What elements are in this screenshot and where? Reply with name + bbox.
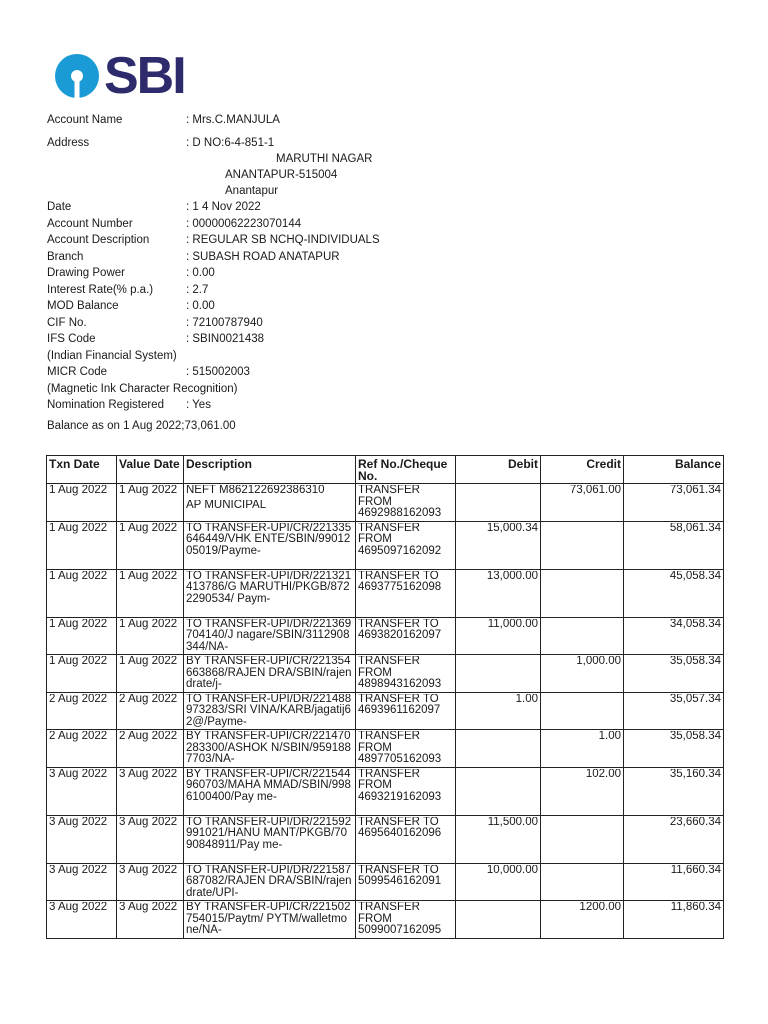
cell-credit (541, 730, 624, 768)
cell-balance (624, 863, 724, 901)
cif-label: CIF No. (47, 316, 87, 329)
cell-description (184, 863, 356, 901)
cell-txn-date-text: 2 Aug 2022 (49, 693, 108, 705)
cell-ref (356, 692, 456, 730)
cell-debit (456, 569, 541, 617)
cell-ref (356, 569, 456, 617)
cell-credit (541, 484, 624, 522)
cell-value-date-text: 1 Aug 2022 (119, 570, 178, 582)
cell-value-date-text: 2 Aug 2022 (119, 693, 178, 705)
cell-debit-text: 1.00 (515, 693, 538, 705)
cell-txn-date-text: 1 Aug 2022 (49, 522, 108, 534)
cell-description-text: BY TRANSFER-UPI/CR/221544960703/MAHA MMAD/SBIN/9986100400/Pay me- (186, 768, 351, 803)
cell-debit (456, 521, 541, 569)
cell-value-date (117, 767, 184, 815)
cell-balance (624, 767, 724, 815)
cell-txn-date (47, 730, 117, 768)
cell-ref-text: TRANSFER TO 4693961162097 (358, 693, 441, 716)
cell-debit (456, 655, 541, 693)
cell-credit (541, 617, 624, 655)
cell-description (184, 569, 356, 617)
cell-txn-date-text: 3 Aug 2022 (49, 816, 108, 828)
cell-credit (541, 569, 624, 617)
drawing-power-value: : 0.00 (186, 267, 215, 279)
table-row (47, 767, 724, 815)
cell-ref-text: TRANSFER TO 4695640162096 (358, 816, 442, 839)
branch-label: Branch (47, 250, 84, 263)
header-credit: Credit (541, 456, 624, 484)
micr-code-value: : 515002003 (186, 366, 250, 378)
nomination-value: : Yes (186, 399, 211, 411)
cell-txn-date-text: 1 Aug 2022 (49, 618, 108, 630)
header-balance: Balance (624, 456, 724, 484)
table-row (47, 521, 724, 569)
address-line-4: Anantapur (225, 185, 279, 197)
account-description-value: : REGULAR SB NCHQ-INDIVIDUALS (186, 234, 380, 246)
cell-ref-text: TRANSFER TO 4693775162098 (358, 570, 442, 593)
cell-description-text: BY TRANSFER-UPI/CR/221502754015/Paytm/ PYTM/walletmone/NA- (186, 902, 351, 936)
cell-debit-text: 11,000.00 (487, 618, 538, 630)
cell-description (184, 767, 356, 815)
cell-value-date (117, 484, 184, 522)
cell-description (184, 692, 356, 730)
cell-txn-date-text: 2 Aug 2022 (49, 731, 108, 742)
cell-txn-date (47, 767, 117, 815)
cell-description (184, 655, 356, 693)
cell-balance-text: 23,660.34 (669, 816, 721, 828)
cell-txn-date (47, 815, 117, 863)
account-number-value: : 00000062223070144 (186, 217, 302, 230)
cell-credit-text: 1,000.00 (576, 656, 621, 667)
account-number-label: Account Number (47, 217, 133, 230)
cell-description-text: BY TRANSFER-UPI/CR/221354663868/RAJEN DRA/SBIN/rajendrate/j- (186, 656, 352, 690)
account-name-value: : Mrs.C.MANJULA (186, 114, 280, 126)
cell-description-text: TO TRANSFER-UPI/DR/221321413786/G MARUTHI/PKGB/8722290534/ Paym- (186, 570, 352, 605)
address-line-3: ANANTAPUR-515004 (225, 169, 338, 181)
cell-balance (624, 815, 724, 863)
cell-balance-text: 11,660.34 (670, 864, 721, 876)
cell-value-date (117, 863, 184, 901)
cell-debit-text: 13,000.00 (486, 570, 538, 582)
cell-credit (541, 863, 624, 901)
cell-ref (356, 767, 456, 815)
cell-credit (541, 815, 624, 863)
cell-balance-text: 34,058.34 (669, 618, 721, 630)
cell-txn-date (47, 521, 117, 569)
ifs-code-value: : SBIN0021438 (186, 333, 265, 345)
cell-description (184, 617, 356, 655)
cell-ref (356, 863, 456, 901)
opening-balance-line: Balance as on 1 Aug 2022;73,061.00 (47, 419, 236, 432)
cell-balance (624, 617, 724, 655)
table-row (47, 655, 724, 693)
cell-credit (541, 901, 624, 939)
ifs-note: (Indian Financial System) (47, 349, 177, 362)
cell-balance (624, 521, 724, 569)
cell-value-date (117, 901, 184, 939)
table-row (47, 692, 724, 730)
cell-balance (624, 692, 724, 730)
mod-balance-label: MOD Balance (47, 300, 119, 312)
table-row (47, 484, 724, 522)
sbi-keyhole-icon (54, 53, 100, 99)
cell-ref-text: TRANSFER FROM 4692988162093 (358, 485, 442, 519)
cell-debit (456, 617, 541, 655)
cell-description-text: TO TRANSFER-UPI/DR/221488973283/SRI VINA/KARB/jagatij62@/Payme- (186, 693, 352, 728)
header-debit: Debit (456, 456, 541, 484)
cell-balance-text: 35,057.34 (669, 693, 721, 705)
interest-rate-label: Interest Rate(% p.a.) (47, 283, 154, 296)
cell-credit-text: 1200.00 (579, 902, 621, 913)
address-line-2: MARUTHI NAGAR (276, 153, 373, 165)
cell-value-date (117, 617, 184, 655)
cell-value-date-text: 1 Aug 2022 (119, 656, 178, 667)
cell-value-date (117, 521, 184, 569)
cell-debit (456, 863, 541, 901)
date-label: Date (47, 201, 72, 213)
ifs-code-label: IFS Code (47, 333, 96, 345)
cell-debit (456, 901, 541, 939)
cell-txn-date-text: 1 Aug 2022 (49, 485, 108, 496)
transactions-body (47, 484, 724, 939)
cell-value-date (117, 692, 184, 730)
sbi-logo (54, 47, 185, 105)
cell-value-date-text: 2 Aug 2022 (119, 731, 178, 742)
table-row (47, 901, 724, 939)
cell-value-date-text: 3 Aug 2022 (119, 816, 178, 828)
cell-value-date (117, 730, 184, 768)
cell-balance-text: 11,860.34 (670, 902, 721, 913)
cell-ref (356, 730, 456, 768)
cell-credit (541, 655, 624, 693)
cell-credit-text: 73,061.00 (569, 485, 621, 496)
cell-description (184, 521, 356, 569)
cell-ref (356, 617, 456, 655)
cell-ref-text: TRANSFER FROM 4695097162092 (358, 522, 442, 557)
cell-ref (356, 521, 456, 569)
cell-debit (456, 484, 541, 522)
cell-ref-text: TRANSFER FROM 5099007162095 (358, 902, 442, 936)
cell-txn-date (47, 655, 117, 693)
cell-balance-text: 35,058.34 (669, 656, 721, 667)
cell-debit-text: 11,500.00 (487, 816, 538, 828)
cell-balance-text: 35,058.34 (669, 731, 721, 742)
cell-credit-text: 102.00 (585, 768, 621, 780)
cell-value-date-text: 3 Aug 2022 (119, 902, 178, 913)
cell-description-text: TO TRANSFER-UPI/DR/221587687082/RAJEN DRA/SBIN/rajendrate/UPI- (186, 864, 352, 899)
table-row (47, 569, 724, 617)
cell-credit (541, 692, 624, 730)
cell-credit (541, 521, 624, 569)
cell-txn-date-text: 3 Aug 2022 (49, 768, 108, 780)
cell-value-date (117, 569, 184, 617)
branch-value: : SUBASH ROAD ANATAPUR (186, 250, 340, 263)
cell-txn-date (47, 692, 117, 730)
cell-txn-date-text: 3 Aug 2022 (49, 902, 108, 913)
cell-balance (624, 655, 724, 693)
cell-description (184, 730, 356, 768)
cell-txn-date (47, 901, 117, 939)
cell-debit (456, 692, 541, 730)
cell-description-text: BY TRANSFER-UPI/CR/221470283300/ASHOK N/SBIN/9591887703/NA- (186, 731, 351, 765)
cell-value-date-text: 1 Aug 2022 (119, 522, 178, 534)
cell-balance-text: 73,061.34 (669, 485, 721, 496)
micr-code-label: MICR Code (47, 366, 108, 378)
account-name-label: Account Name (47, 114, 123, 126)
cell-balance (624, 901, 724, 939)
address-label: Address (47, 136, 90, 149)
cell-description-line2: AP MUNICIPAL (186, 499, 267, 511)
cell-description (184, 901, 356, 939)
header-description: Description (184, 456, 356, 484)
cell-credit (541, 767, 624, 815)
cell-ref (356, 484, 456, 522)
cell-balance-text: 35,160.34 (669, 768, 721, 780)
cell-txn-date (47, 569, 117, 617)
cell-ref-text: TRANSFER TO 5099546162091 (358, 864, 442, 887)
header-value-date: Value Date (117, 456, 184, 484)
cell-ref (356, 655, 456, 693)
header-ref: Ref No./Cheque No. (356, 456, 456, 484)
table-header-row (47, 456, 724, 484)
cell-txn-date-text: 1 Aug 2022 (49, 656, 108, 667)
cell-debit (456, 730, 541, 768)
cell-description-text: NEFT M862122692386310 (186, 485, 325, 496)
logo-text: SBI (104, 47, 185, 105)
cell-txn-date-text: 3 Aug 2022 (49, 864, 108, 876)
cell-debit-text: 10,000.00 (486, 864, 538, 876)
cell-value-date-text: 3 Aug 2022 (119, 768, 178, 780)
table-row (47, 617, 724, 655)
cell-balance (624, 730, 724, 768)
cell-txn-date (47, 617, 117, 655)
cell-description-text: TO TRANSFER-UPI/DR/221592991021/HANU MANT/PKGB/7090848911/Pay me- (186, 816, 352, 851)
cell-balance-text: 45,058.34 (669, 570, 721, 582)
cell-txn-date (47, 484, 117, 522)
transactions-table (46, 455, 724, 939)
cell-ref-text: TRANSFER FROM 4898943162093 (358, 656, 442, 690)
cell-description (184, 484, 356, 522)
drawing-power-label: Drawing Power (47, 267, 125, 279)
cell-value-date-text: 1 Aug 2022 (119, 618, 178, 630)
cell-value-date-text: 1 Aug 2022 (119, 485, 178, 496)
cell-balance (624, 569, 724, 617)
cell-ref (356, 815, 456, 863)
cell-ref-text: TRANSFER FROM 4693219162093 (358, 768, 442, 803)
micr-note: (Magnetic Ink Character Recognition) (47, 382, 238, 395)
mod-balance-value: : 0.00 (186, 300, 215, 312)
cell-value-date (117, 815, 184, 863)
table-row (47, 730, 724, 768)
address-line-1: : D NO:6-4-851-1 (186, 136, 275, 149)
header-txn-date: Txn Date (47, 456, 117, 484)
cif-value: : 72100787940 (186, 316, 263, 329)
cell-description-text: TO TRANSFER-UPI/DR/221369704140/J nagare/SBIN/3112908344/NA- (186, 618, 352, 653)
table-row (47, 863, 724, 901)
cell-description (184, 815, 356, 863)
cell-credit-text: 1.00 (598, 731, 621, 742)
cell-debit (456, 815, 541, 863)
cell-debit-text: 15,000.34 (486, 522, 538, 534)
account-description-label: Account Description (47, 234, 150, 246)
interest-rate-value: : 2.7 (186, 283, 209, 296)
cell-value-date-text: 3 Aug 2022 (119, 864, 178, 876)
cell-balance (624, 484, 724, 522)
cell-ref-text: TRANSFER TO 4693820162097 (358, 618, 442, 641)
cell-txn-date (47, 863, 117, 901)
cell-txn-date-text: 1 Aug 2022 (49, 570, 108, 582)
cell-balance-text: 58,061.34 (669, 522, 721, 534)
date-value: : 1 4 Nov 2022 (186, 201, 261, 213)
cell-ref-text: TRANSFER FROM 4897705162093 (358, 731, 442, 765)
cell-debit (456, 767, 541, 815)
nomination-label: Nomination Registered (47, 399, 164, 411)
table-row (47, 815, 724, 863)
cell-description-text: TO TRANSFER-UPI/CR/221335646449/VHK ENTE/SBIN/9901205019/Payme- (186, 522, 352, 557)
cell-value-date (117, 655, 184, 693)
cell-ref (356, 901, 456, 939)
